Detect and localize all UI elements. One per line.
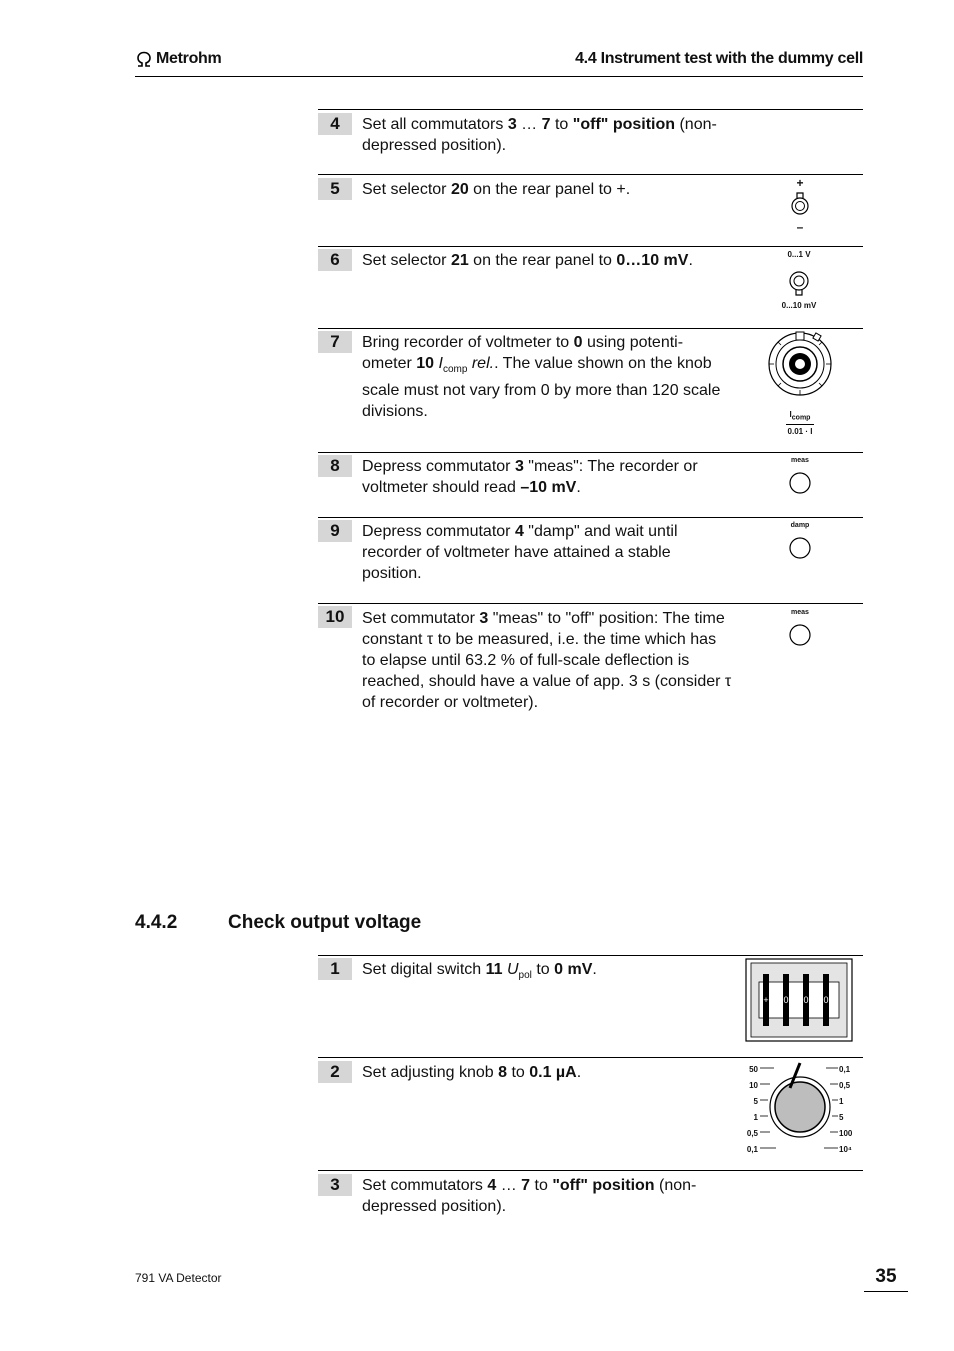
step-divider: [318, 955, 863, 956]
step-divider: [318, 1170, 863, 1171]
step-divider: [318, 603, 863, 604]
step-divider: [318, 328, 863, 329]
step-text: Set adjusting knob 8 to 0.1 µA.: [362, 1064, 582, 1081]
damp-button-icon: damp: [780, 522, 820, 562]
step-number: 1: [318, 958, 352, 980]
step-number: 8: [318, 455, 352, 477]
step-divider: [318, 246, 863, 247]
footer-product: 791 VA Detector: [135, 1271, 222, 1285]
omega-logo-icon: [135, 51, 153, 67]
switch-digit: 0: [803, 995, 809, 1005]
switch-digit: +: [763, 995, 769, 1005]
potentiometer-10-icon: $I_{comp}$ 0.01 · I: [764, 330, 836, 442]
knob-scale-right: 0,1 0,5 1 5 100 10⁴: [839, 1065, 853, 1154]
digital-switch-11-icon: [745, 958, 853, 1042]
fraction-line: [786, 424, 814, 425]
footer-divider: [864, 1291, 908, 1292]
step-text: Set selector 21 on the rear panel to 0…10 mV.: [362, 252, 693, 269]
step-number: 10: [318, 606, 352, 628]
step-divider: [318, 452, 863, 453]
step-divider: [318, 109, 863, 110]
selector-20-toggle-icon: + –: [780, 176, 820, 236]
step-text: Set selector 20 on the rear panel to +.: [362, 181, 631, 198]
step-number: 5: [318, 178, 352, 200]
step-number: 6: [318, 249, 352, 271]
section-title: Check output voltage: [228, 912, 422, 933]
step-text: Set digital switch 11 $U_{pol}$ to 0 mV.: [362, 961, 597, 982]
step-number: 4: [318, 113, 352, 135]
step-text: Set all commutators 3 … 7 to "off" position (non-depressed position).: [362, 116, 717, 154]
selector-21-toggle-icon: 0...1 V 0...10 mV: [781, 250, 817, 310]
step-text: Bring recorder of voltmeter to 0 using potenti-ometer 10 $I_{comp}$ rel.. The value shown on the knob scale must not vary from 0 by more than 120 scale divisions.: [362, 334, 721, 421]
step-divider: [318, 517, 863, 518]
potentiometer-label: $I_{comp}$: [789, 410, 811, 422]
step-text: Depress commutator 4 "damp" and wait until recorder of voltmeter have attained a stable position.: [362, 523, 678, 582]
page-number: 35: [875, 1266, 897, 1287]
adjusting-knob-8-icon: [738, 1060, 862, 1158]
knob-scale-left: 50 10 5 1 0,5 0,1: [746, 1065, 758, 1154]
step-divider: [318, 174, 863, 175]
logo-text: Metrohm: [156, 50, 222, 67]
step-text: Set commutator 3 "meas" to "off" position: The time constant τ to be measured, i.e. the time which has to elapse until 63.2 % of full-scale deflection is reached, should have a value of app. 3 s (consider τ of recorder or voltmeter).: [362, 610, 732, 711]
step-number: 2: [318, 1061, 352, 1083]
switch-digit: 0: [823, 995, 829, 1005]
step-number: 3: [318, 1174, 352, 1196]
metrohm-logo: [135, 50, 221, 68]
meas-button-icon: meas: [780, 457, 820, 497]
page-section-title: 4.4 Instrument test with the dummy cell: [575, 50, 863, 67]
meas-button-icon: meas: [780, 609, 820, 649]
header-divider: [135, 76, 863, 77]
switch-digit: 0: [783, 995, 789, 1005]
step-number: 7: [318, 331, 352, 353]
step-divider: [318, 1057, 863, 1058]
step-text: Depress commutator 3 "meas": The recorder or voltmeter should read –10 mV.: [362, 458, 698, 496]
step-text: Set commutators 4 … 7 to "off" position (non-depressed position).: [362, 1177, 697, 1215]
step-number: 9: [318, 520, 352, 542]
section-number: 4.4.2: [135, 912, 178, 933]
